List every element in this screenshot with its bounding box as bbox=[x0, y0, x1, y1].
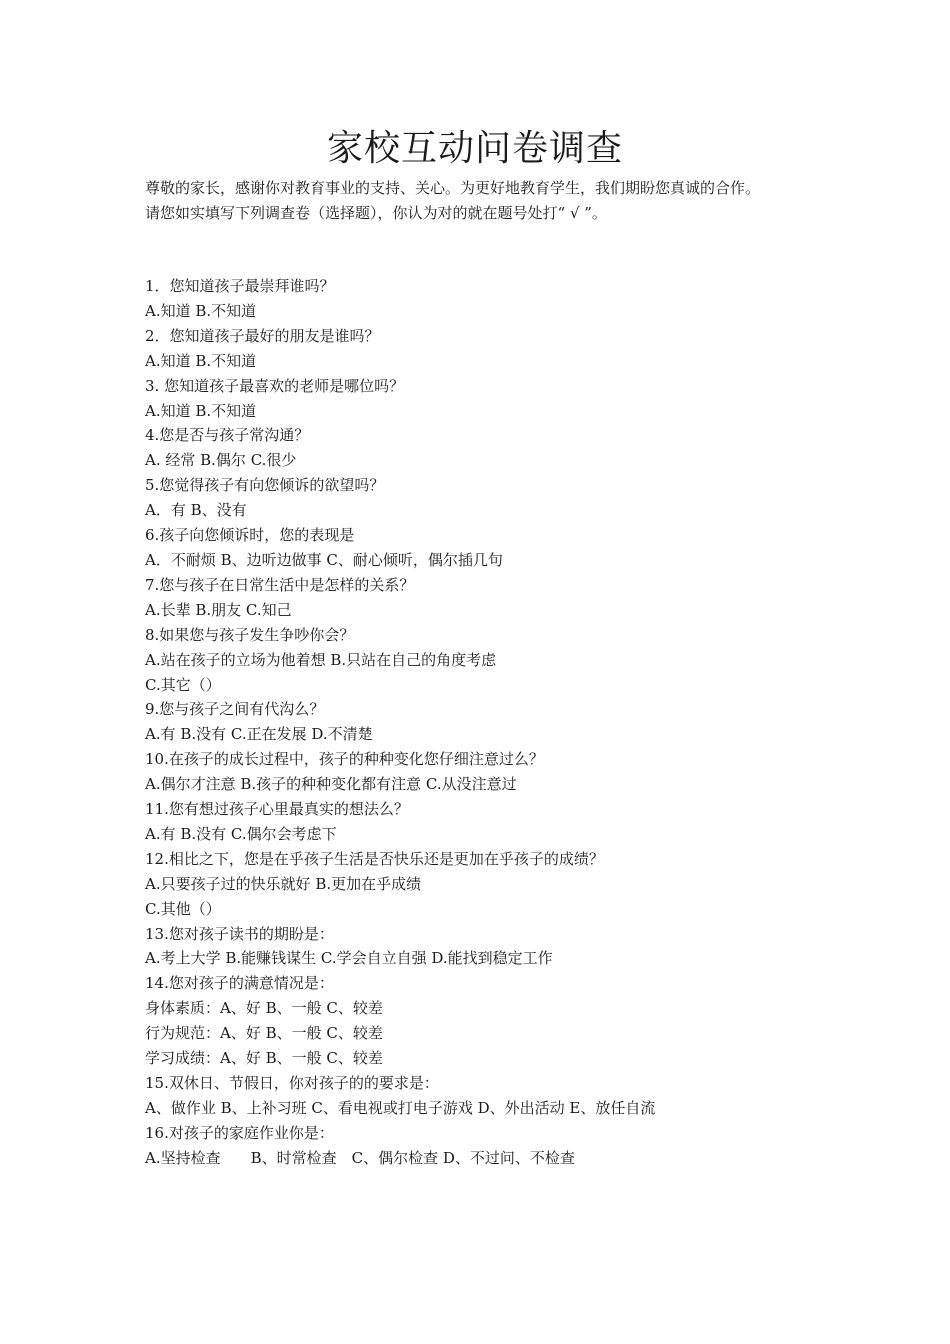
answer-options: A.只要孩子过的快乐就好 B.更加在乎成绩 bbox=[145, 874, 422, 893]
answer-options: A.知道 B.不知道 bbox=[145, 401, 257, 420]
question-text: 11.您有想过孩子心里最真实的想法么？ bbox=[145, 800, 409, 819]
answer-options: A.考上大学 B.能赚钱谋生 C.学会自立自强 D.能找到稳定工作 bbox=[145, 949, 553, 968]
question-text: 10.在孩子的成长过程中，孩子的种种变化您仔细注意过么？ bbox=[145, 750, 544, 769]
answer-options: A.知道 B.不知道 bbox=[145, 301, 257, 320]
document-title: 家校互动问卷调查 bbox=[326, 128, 623, 169]
answer-options: 学习成绩：A、好 B、一般 C、较差 bbox=[145, 1049, 383, 1068]
question-text: 5.您觉得孩子有向您倾诉的欲望吗？ bbox=[145, 476, 385, 495]
question-text: 14.您对孩子的满意情况是： bbox=[145, 974, 334, 993]
answer-options: 行为规范：A、好 B、一般 C、较差 bbox=[145, 1024, 383, 1043]
intro-paragraph bbox=[145, 176, 845, 226]
question-text: 9.您与孩子之间有代沟么？ bbox=[145, 700, 325, 719]
answer-options: A.站在孩子的立场为他着想 B.只站在自己的角度考虑 bbox=[145, 650, 497, 669]
answer-options: A．不耐烦 B、边听边做事 C、耐心倾听，偶尔插几句 bbox=[145, 550, 503, 569]
question-text: 4.您是否与孩子常沟通？ bbox=[145, 426, 310, 445]
answer-options: A.长辈 B.朋友 C.知己 bbox=[145, 600, 292, 619]
question-text: 3. 您知道孩子最喜欢的老师是哪位吗？ bbox=[145, 376, 405, 395]
question-text: 13.您对孩子读书的期盼是： bbox=[145, 924, 334, 943]
answer-options: 身体素质：A、好 B、一般 C、较差 bbox=[145, 999, 383, 1018]
answer-options: A．有 B、没有 bbox=[145, 501, 247, 520]
question-text: 12.相比之下，您是在乎孩子生活是否快乐还是更加在乎孩子的成绩？ bbox=[145, 849, 604, 868]
answer-options: C.其它（） bbox=[145, 675, 221, 694]
intro-line: 请您如实填写下列调查卷（选择题），你认为对的就在题号处打“ √ ”。 bbox=[145, 204, 607, 222]
answer-options: A.有 B.没有 C.正在发展 D.不清楚 bbox=[145, 725, 373, 744]
answer-options: A. 经常 B.偶尔 C.很少 bbox=[145, 451, 297, 470]
question-text: 6.孩子向您倾诉时，您的表现是 bbox=[145, 526, 355, 545]
answer-options: A.偶尔才注意 B.孩子的种种变化都有注意 C.从没注意过 bbox=[145, 775, 517, 794]
question-text: 16.对孩子的家庭作业你是： bbox=[145, 1123, 334, 1142]
question-text: 2．您知道孩子最好的朋友是谁吗？ bbox=[145, 326, 380, 345]
answer-options: A、做作业 B、上补习班 C、看电视或打电子游戏 D、外出活动 E、放任自流 bbox=[145, 1098, 656, 1117]
question-text: 8.如果您与孩子发生争吵你会？ bbox=[145, 625, 355, 644]
intro-line: 尊敬的家长，感谢你对教育事业的支持、关心。为更好地教育学生，我们期盼您真诚的合作。 bbox=[145, 179, 761, 197]
question-text: 1．您知道孩子最崇拜谁吗？ bbox=[145, 277, 335, 295]
answer-options: A.坚持检查 B、时常检查 C、偶尔检查 D、不过问、不检查 bbox=[145, 1148, 575, 1167]
question-text: 7.您与孩子在日常生活中是怎样的关系？ bbox=[145, 575, 415, 594]
question-text: 15.双休日、节假日，你对孩子的的要求是： bbox=[145, 1074, 439, 1092]
answer-options: A.知道 B.不知道 bbox=[145, 351, 257, 370]
question-list bbox=[145, 274, 845, 1171]
answer-options: C.其他（） bbox=[145, 899, 221, 918]
answer-options: A.有 B.没有 C.偶尔会考虑下 bbox=[145, 824, 337, 843]
